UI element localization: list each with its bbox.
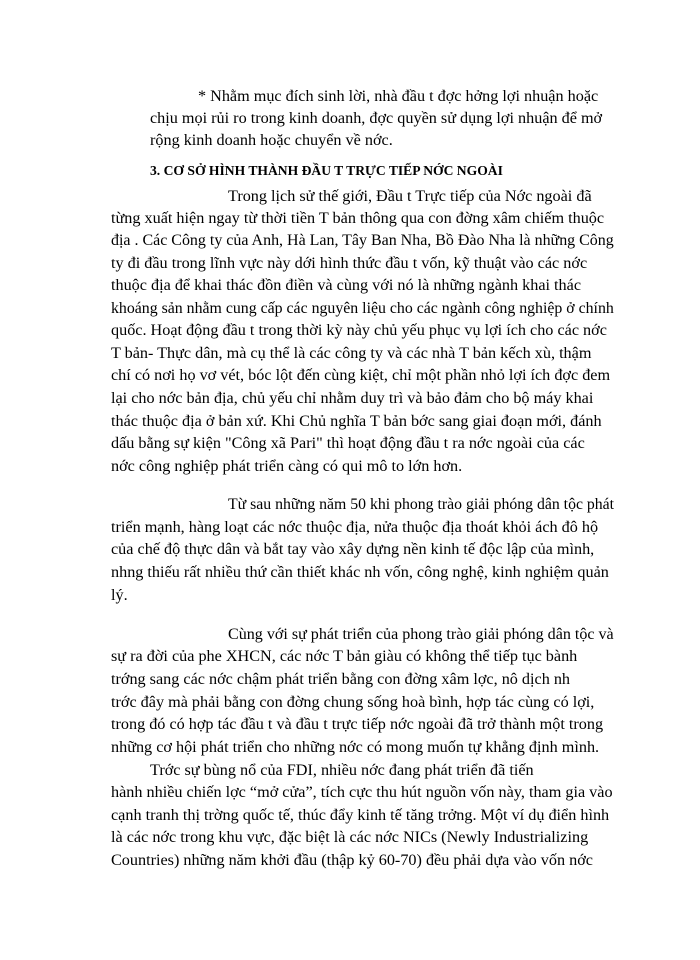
paragraph-3-line-2: sự ra đời của phe XHCN, các nớc T bản giàu có không thể tiếp tục bành (111, 647, 578, 665)
paragraph-1-line-10: lại cho nớc bản địa, chủ yếu chỉ nhằm duy trì và bảo đảm cho bộ máy khai (111, 389, 594, 407)
paragraph-1-line-6: khoáng sản nhằm cung cấp các nguyên liệu cho các ngành công nghiệp ở chính (111, 299, 614, 317)
paragraph-2-line-1: Từ sau những năm 50 khi phong trào giải phóng dân tộc phát (228, 495, 615, 513)
paragraph-4-line-4: là các nớc trong khu vực, đặc biệt là các nớc NICs (Newly Industrializing (111, 828, 589, 846)
paragraph-1-line-7: quốc. Hoạt động đầu t trong thời kỳ này chủ yếu phục vụ lợi ích cho các nớc (111, 321, 607, 339)
paragraph-1-line-13: nớc công nghiệp phát triển càng có qui mô to lớn hơn. (111, 457, 463, 475)
paragraph-3-line-6: những cơ hội phát triển cho những nớc có mong muốn tự khẳng định mình. (111, 738, 600, 756)
paragraph-1-line-9: chí có nơi họ vơ vét, bóc lột đến cùng kiệt, chỉ một phần nhỏ lợi ích đợc đem (111, 366, 611, 384)
bullet-line-2: chịu mọi rủi ro trong kinh doanh, đợc quyền sử dụng lợi nhuận để mở (150, 109, 603, 127)
bullet-line-3: rộng kinh doanh hoặc chuyển về nớc. (150, 131, 393, 149)
paragraph-3-line-5: trong đó có hợp tác đầu t và đầu t trực tiếp nớc ngoài đã trở thành một trong (111, 715, 604, 733)
section-heading: 3. CƠ SỞ HÌNH THÀNH ĐẦU T TRỰC TIẾP NỚC NGOÀI (150, 163, 503, 178)
paragraph-1-line-11: thác thuộc địa ở bản xứ. Khi Chủ nghĩa T bản bớc sang giai đoạn mới, đánh (111, 412, 602, 430)
paragraph-3-line-4: trớc đây mà phải bằng con đờng chung sống hoà bình, hợp tác cùng có lợi, (111, 693, 595, 711)
paragraph-2-line-2: triển mạnh, hàng loạt các nớc thuộc địa, nửa thuộc địa thoát khỏi ách đô hộ (111, 518, 599, 536)
paragraph-4-line-5: Countries) những năm khởi đầu (thập kỷ 60-70) đều phải dựa vào vốn nớc (111, 851, 593, 869)
paragraph-2-line-5: lý. (111, 586, 128, 604)
paragraph-1-line-12: dấu bằng sự kiện "Công xã Pari" thì hoạt động đầu t ra nớc ngoài của các (111, 434, 585, 452)
paragraph-4-line-2: hành nhiều chiến lợc “mở cửa”, tích cực thu hút nguồn vốn này, tham gia vào (111, 783, 613, 801)
paragraph-3-line-3: trớng sang các nớc chậm phát triển bằng con đờng xâm lợc, nô dịch nh (111, 670, 571, 688)
paragraph-1-line-8: T bản- Thực dân, mà cụ thể là các công ty và các nhà T bản kếch xù, thậm (111, 344, 592, 362)
paragraph-2-line-3: của chế độ thực dân và bắt tay vào xây dựng nền kinh tế độc lập của mình, (111, 540, 595, 558)
paragraph-4-line-3: cạnh tranh thị trờng quốc tế, thúc đẩy kinh tế tăng trởng. Một ví dụ điển hình (111, 806, 610, 824)
paragraph-4-line-1: Trớc sự bùng nổ của FDI, nhiều nớc đang phát triển đã tiến (150, 761, 534, 779)
paragraph-2-line-4: nhng thiếu rất nhiều thứ cần thiết khác nh vốn, công nghệ, kinh nghiệm quản (111, 563, 609, 581)
paragraph-3-line-1: Cùng với sự phát triển của phong trào giải phóng dân tộc và (228, 625, 614, 643)
paragraph-1-line-5: thuộc địa để khai thác đồn điền và cùng với nó là những ngành khai thác (111, 276, 582, 294)
paragraph-1-line-4: ty đi đầu trong lĩnh vực này dới hình thức đầu t vốn, kỹ thuật vào các nớc (111, 254, 588, 272)
paragraph-1-line-1: Trong lịch sử thế giới, Đầu t Trực tiếp của Nớc ngoài đã (228, 187, 592, 205)
paragraph-1-line-3: địa . Các Công ty của Anh, Hà Lan, Tây Ban Nha, Bồ Đào Nha là những Công (111, 231, 614, 249)
paragraph-1-line-2: từng xuất hiện ngay từ thời tiền T bản thông qua con đờng xâm chiếm thuộc (111, 209, 605, 227)
bullet-line-1: * Nhằm mục đích sinh lời, nhà đầu t đợc hởng lợi nhuận hoặc (198, 87, 599, 105)
